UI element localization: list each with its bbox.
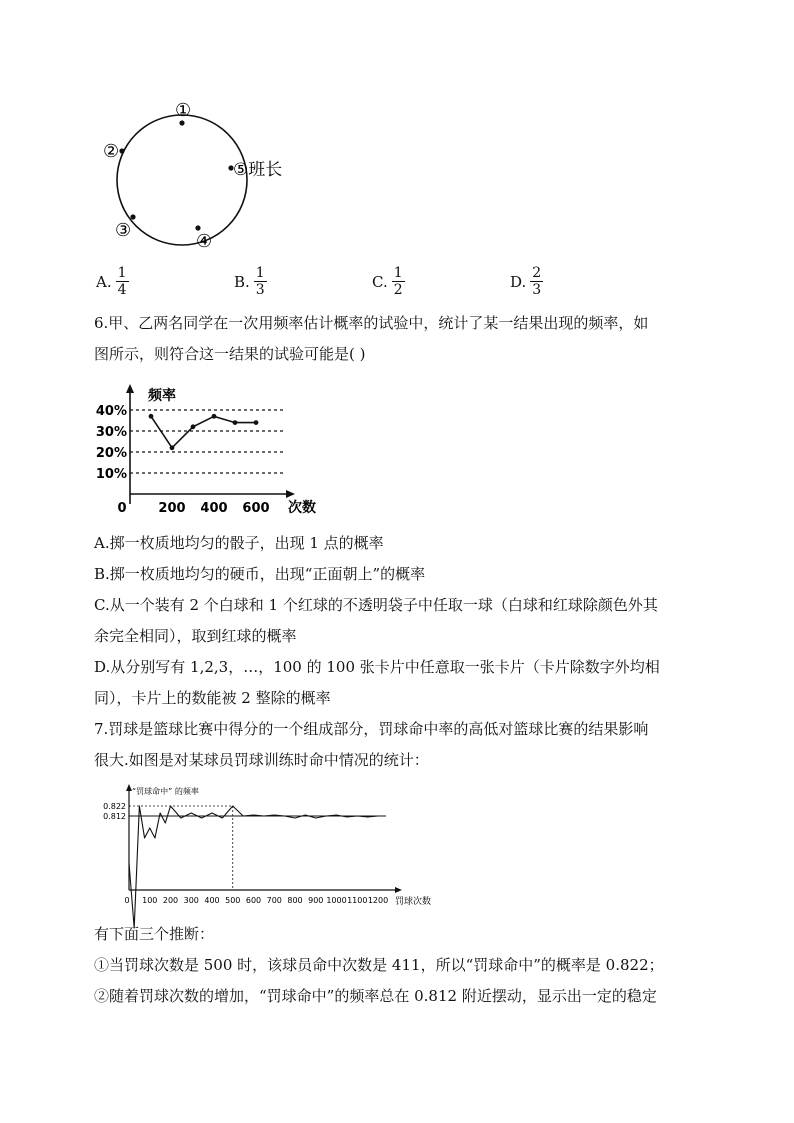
q7-inference-intro: 有下面三个推断： (94, 925, 215, 943)
seat-label-3: ③ (115, 220, 132, 241)
x-tick-label: 600 (245, 896, 262, 905)
x-tick-label: 300 (183, 896, 199, 905)
data-point (191, 424, 196, 429)
q6-option-d-line1[interactable]: D.从分别写有 1,2,3，…，100 的 100 张卡片中任意取一张卡片（卡片除数字外均相 (94, 658, 660, 676)
option-label: A. (96, 272, 112, 291)
x-tick-label: 600 (242, 501, 270, 516)
data-point (233, 420, 238, 425)
seat-dot-2 (119, 148, 124, 153)
x-axis-arrow (286, 490, 295, 498)
x-axis-title: 次数 (288, 500, 316, 516)
q5-option-c[interactable] (372, 265, 405, 298)
x-tick-label: 400 (204, 896, 220, 905)
x-tick-label: 900 (308, 896, 324, 905)
x-tick-label: 0 (124, 896, 130, 905)
free-throw-chart (96, 783, 446, 911)
q6-option-d-line2[interactable]: 同），卡片上的数能被 2 整除的概率 (94, 689, 331, 707)
seat-label-1: ① (175, 100, 192, 121)
option-label: C. (372, 272, 388, 291)
seat-label-5: ⑤班长 (233, 160, 283, 180)
y-tick-label: 30% (95, 425, 127, 440)
x-tick-label: 1000 (326, 896, 347, 905)
y-tick-label: 10% (95, 467, 127, 482)
fraction: $\frac{1}{3}$ (255, 265, 265, 298)
y-tick-label: 20% (95, 446, 127, 461)
x-tick-label: 800 (287, 896, 303, 905)
y-tick-label: 0.812 (103, 812, 126, 821)
seat-dot-4 (195, 225, 200, 230)
q7-stem-line1: 7.罚球是篮球比赛中得分的一个组成部分，罚球命中率的高低对篮球比赛的结果影响 (94, 720, 649, 738)
x-axis-arrow (395, 887, 402, 893)
series-line (151, 416, 256, 448)
fraction: $\frac{1}{4}$ (117, 265, 127, 298)
q5-option-b[interactable] (234, 265, 267, 298)
q6-option-a[interactable]: A.掷一枚质地均匀的骰子，出现 1 点的概率 (94, 534, 384, 552)
q6-option-c-line2[interactable]: 余完全相同），取到红球的概率 (94, 627, 297, 645)
seat-dot-1 (179, 120, 184, 125)
x-tick-label: 1100 (347, 896, 368, 905)
x-tick-label: 700 (266, 896, 282, 905)
series-line (129, 806, 378, 928)
data-point (149, 414, 154, 419)
x-tick-label: 0 (117, 501, 127, 516)
x-tick-label: 500 (225, 896, 241, 905)
seat-label-4: ④ (196, 231, 213, 252)
data-point (170, 445, 175, 450)
q5-option-d[interactable] (510, 265, 543, 298)
data-point (254, 420, 259, 425)
y-tick-label: 0.822 (103, 802, 126, 811)
seat-circle (117, 115, 247, 245)
option-label: B. (234, 272, 250, 291)
y-tick-label: 40% (95, 404, 127, 419)
x-tick-label: 100 (142, 896, 158, 905)
option-label: D. (510, 272, 527, 291)
x-axis-title: 罚球次数 (395, 897, 432, 907)
fraction: $\frac{2}{3}$ (532, 265, 542, 298)
seat-dot-3 (130, 214, 135, 219)
x-tick-label: 200 (158, 501, 186, 516)
q6-stem-line1: 6.甲、乙两名同学在一次用频率估计概率的试验中，统计了某一结果出现的频率，如 (94, 314, 649, 332)
q7-inference-1: ①当罚球次数是 500 时，该球员命中次数是 411，所以“罚球命中”的概率是 0.822； (94, 956, 664, 974)
x-tick-label: 1200 (367, 896, 389, 905)
data-point (212, 414, 217, 419)
x-tick-label: 200 (162, 896, 179, 905)
q5-option-a[interactable] (96, 265, 129, 298)
fraction: $\frac{1}{2}$ (393, 265, 403, 298)
x-tick-label: 400 (200, 501, 228, 516)
y-axis-title: “罚球命中” 的频率 (132, 787, 199, 796)
seat-label-2: ② (103, 141, 120, 162)
q6-option-c-line1[interactable]: C.从一个装有 2 个白球和 1 个红球的不透明袋子中任取一球（白球和红球除颜色外其 (94, 596, 658, 614)
circle-figure (95, 95, 305, 255)
q7-stem-line2: 很大.如图是对某球员罚球训练时命中情况的统计： (94, 751, 429, 769)
q6-stem-line2: 图所示，则符合这一结果的试验可能是( ) (94, 345, 366, 363)
q7-inference-2: ②随着罚球次数的增加，“罚球命中”的频率总在 0.812 附近摆动，显示出一定的稳定 (94, 987, 657, 1005)
y-axis-title: 频率 (148, 388, 176, 404)
q6-option-b[interactable]: B.掷一枚质地均匀的硬币，出现“正面朝上”的概率 (94, 565, 426, 583)
y-axis-arrow (126, 384, 134, 393)
frequency-chart (95, 382, 330, 522)
